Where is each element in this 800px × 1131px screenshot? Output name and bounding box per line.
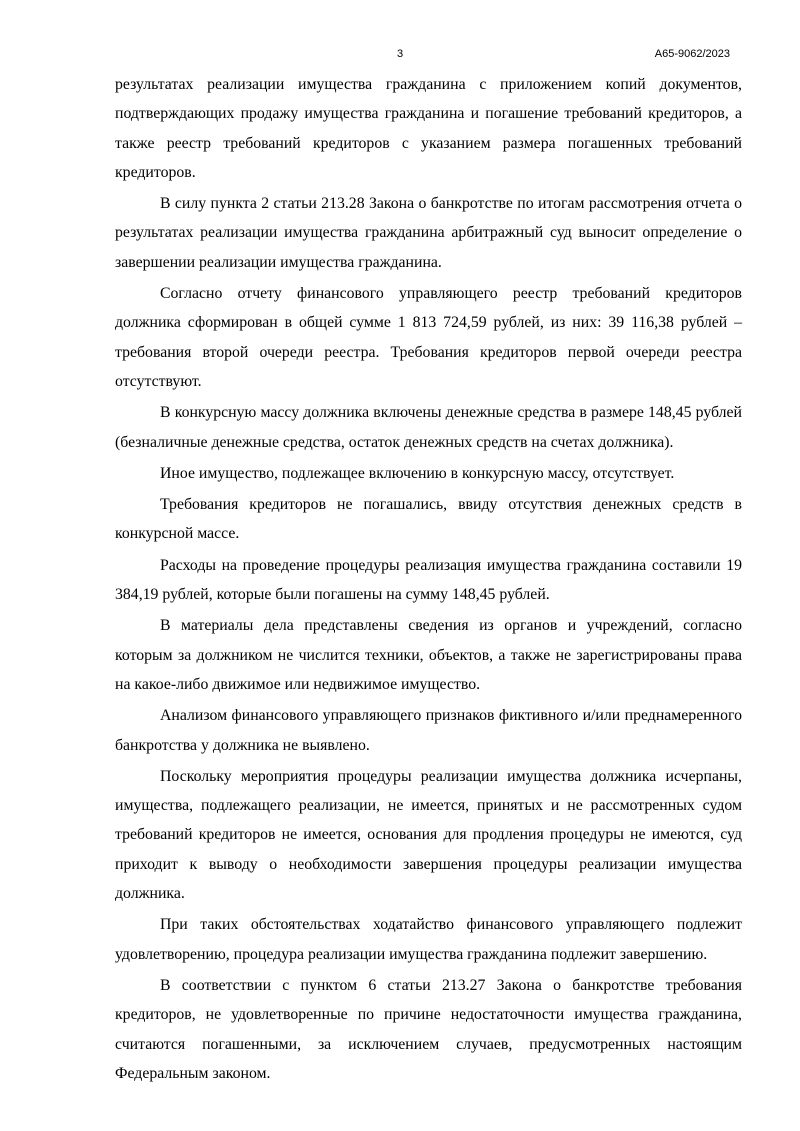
paragraph: Поскольку мероприятия процедуры реализации имущества должника исчерпаны, имущества, подлежащего реализации, не имеется, принятых и не рассмотренных судом требований кредиторов не имеется, основания для продления процедуры не имеются, суд приходит к выводу о необходимости завершения процедуры реализации имущества должника. bbox=[115, 767, 742, 903]
case-number: А65-9062/2023 bbox=[654, 48, 730, 60]
paragraph: Расходы на проведение процедуры реализация имущества гражданина составили 19 384,19 рублей, которые были погашены на сумму 148,45 рублей. bbox=[115, 556, 742, 604]
page-number: 3 bbox=[396, 48, 404, 60]
paragraph: Анализом финансового управляющего признаков фиктивного и/или преднамеренного банкротства у должника не выявлено. bbox=[115, 707, 742, 754]
paragraph: В силу пункта 2 статьи 213.28 Закона о банкротстве по итогам рассмотрения отчета о результатах реализации имущества гражданина арбитражный суд выносит определение о завершении реализации имущества гражданина. bbox=[115, 195, 742, 271]
paragraph: В конкурсную массу должника включены денежные средства в размере 148,45 рублей (безналичные денежные средства, остаток денежных средств на счетах должника). bbox=[115, 404, 742, 451]
paragraph: В материалы дела представлены сведения из органов и учреждений, согласно которым за должником не числится техники, объектов, а также не зарегистрированы права на какое-либо движимое или недвижимое имущество. bbox=[115, 617, 742, 693]
paragraph-continuation: результатах реализации имущества гражданина с приложением копий документов, подтверждающих продажу имущества гражданина и погашение требований кредиторов, а также реестр требований кредиторов с указанием размера погашенных требований кредиторов. bbox=[115, 76, 742, 181]
paragraph: В соответствии с пунктом 6 статьи 213.27 Закона о банкротстве требования кредиторов, не удовлетворенные по причине недостаточности имущества гражданина, считаются погашенными, за исключением случаев, предусмотренных настоящим Федеральным законом. bbox=[115, 976, 742, 1082]
paragraph: Иное имущество, подлежащее включению в конкурсную массу, отсутствует. bbox=[160, 464, 675, 482]
paragraph: Согласно отчету финансового управляющего реестр требований кредиторов должника сформирован в общей сумме 1 813 724,59 рублей, из них: 39 116,38 рублей – требования второй очереди реестра. Требования кредиторов первой очереди реестра отсутствуют. bbox=[115, 285, 742, 390]
paragraph: Требования кредиторов не погашались, ввиду отсутствия денежных средств в конкурсной массе. bbox=[115, 496, 742, 543]
paragraph: При таких обстоятельствах ходатайство финансового управляющего подлежит удовлетворению, процедура реализации имущества гражданина подлежит завершению. bbox=[115, 916, 742, 963]
document-body bbox=[115, 70, 742, 1090]
